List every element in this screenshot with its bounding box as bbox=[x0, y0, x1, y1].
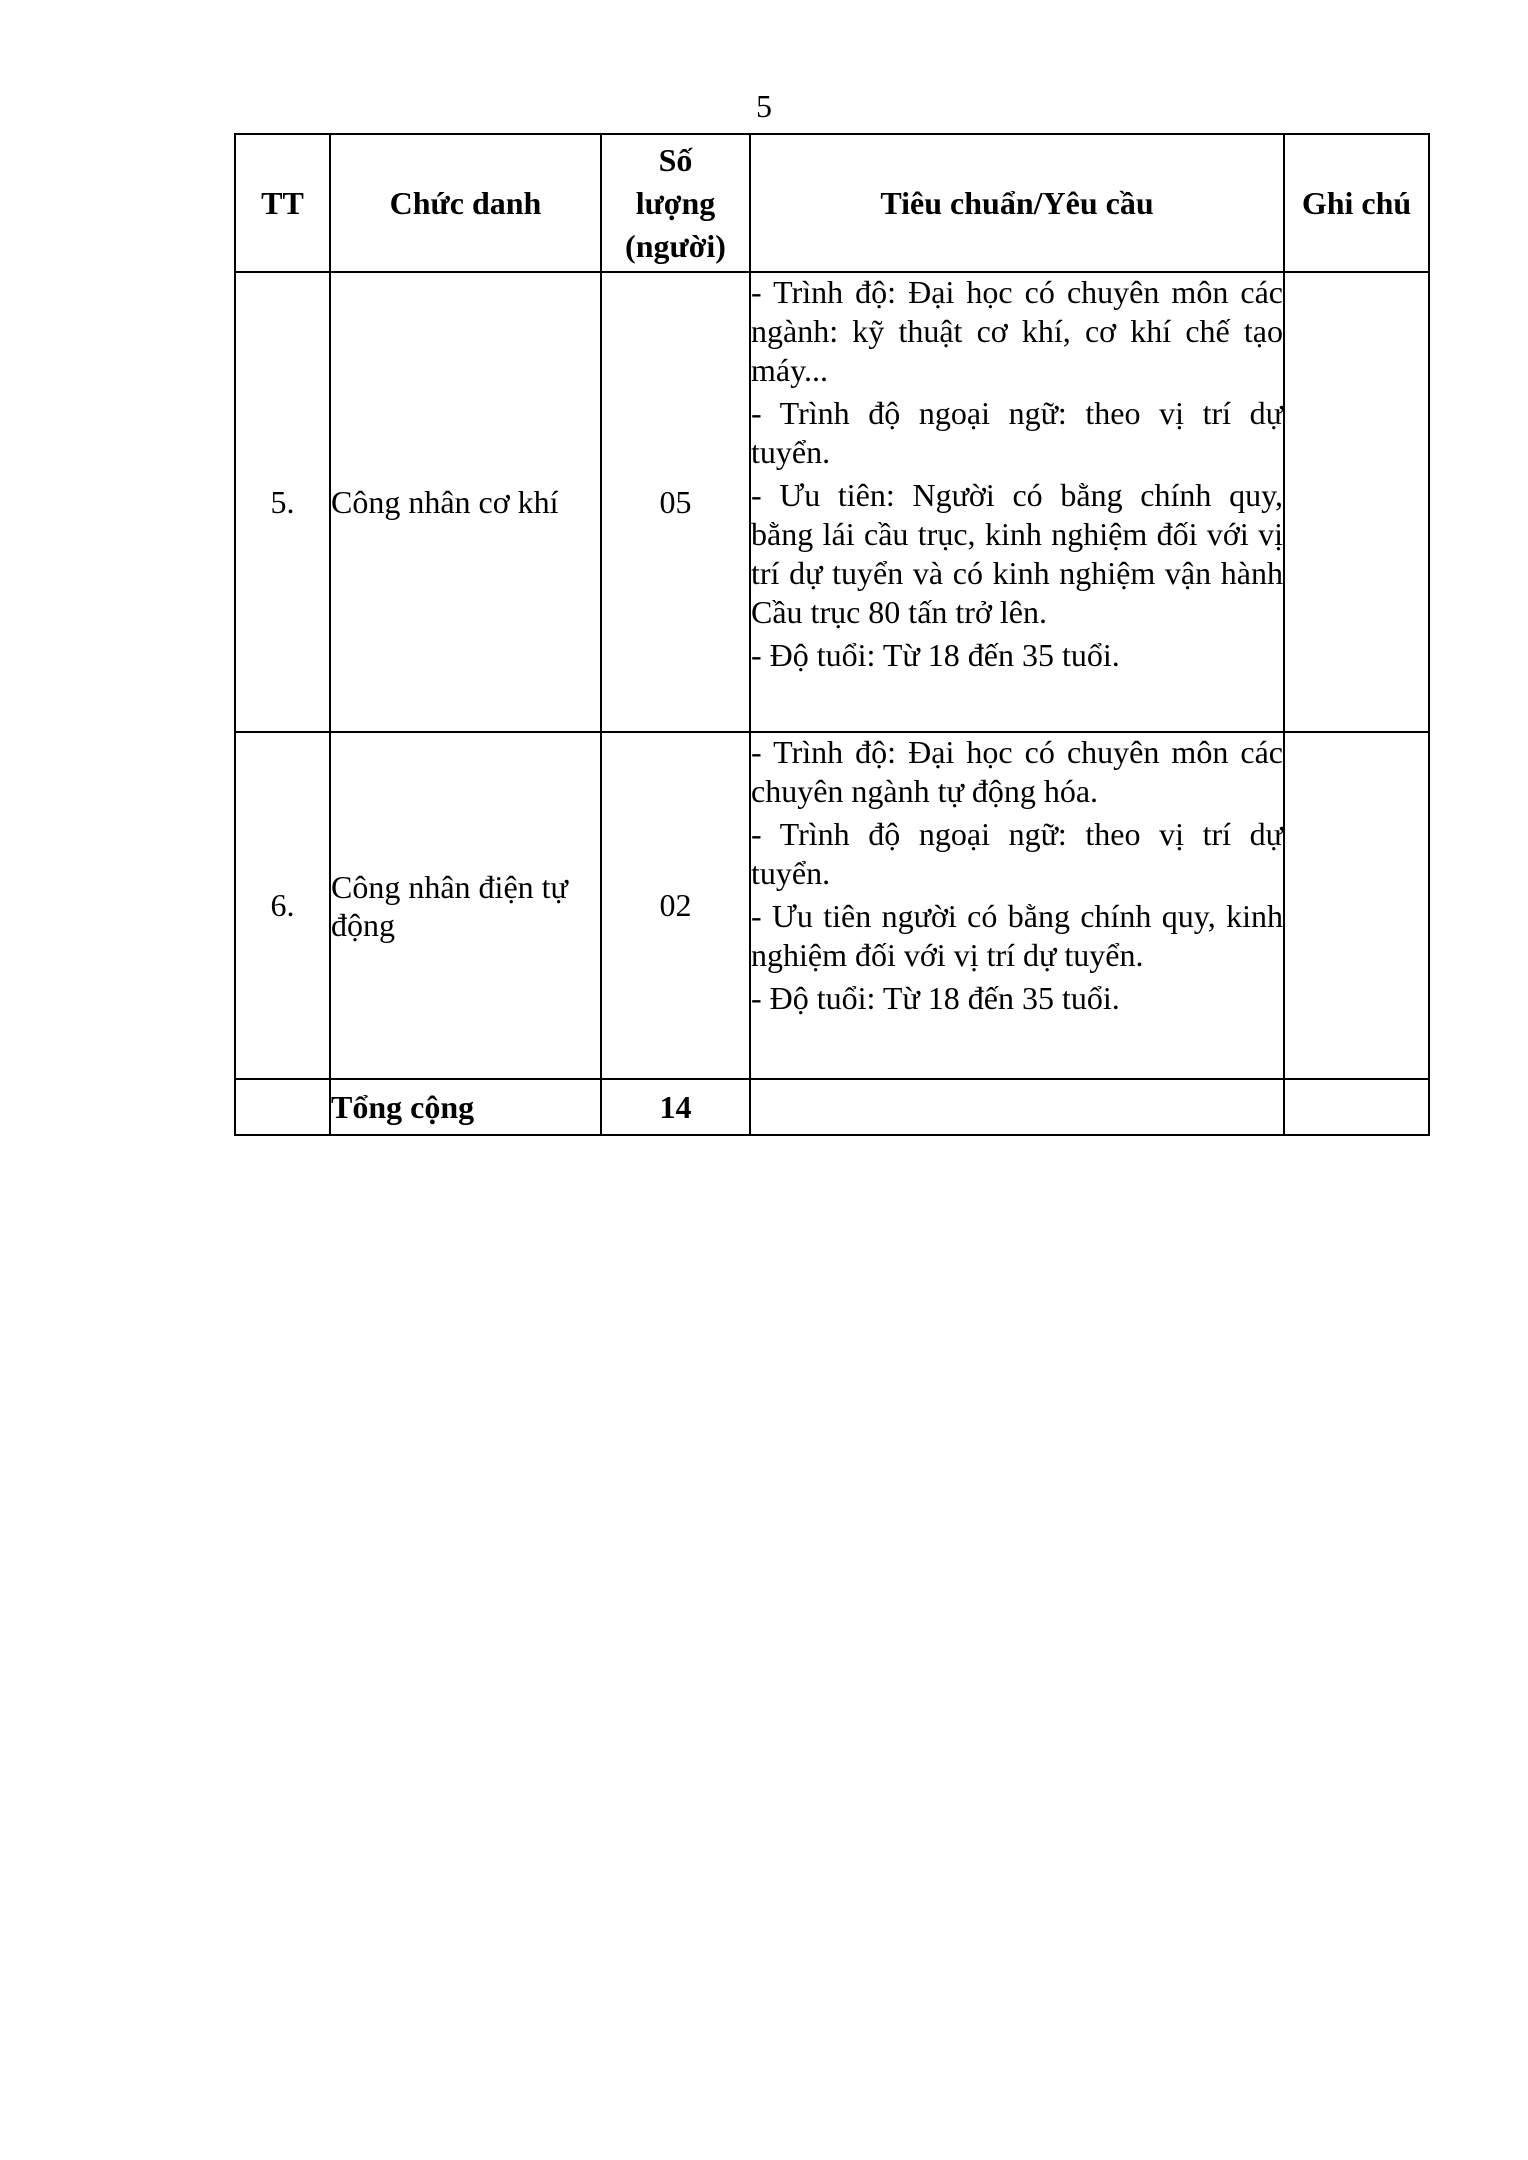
requirement-item: - Độ tuổi: Từ 18 đến 35 tuổi. bbox=[751, 980, 1120, 1016]
header-requirements: Tiêu chuẩn/Yêu cầu bbox=[750, 134, 1284, 272]
row-number: 5. bbox=[235, 272, 330, 732]
table-header-row bbox=[235, 134, 1429, 272]
total-quantity: 14 bbox=[601, 1079, 750, 1135]
job-requirements bbox=[750, 732, 1284, 1079]
page-number: 5 bbox=[756, 88, 772, 124]
total-requirements bbox=[750, 1079, 1284, 1135]
job-quantity: 02 bbox=[601, 732, 750, 1079]
header-tt: TT bbox=[235, 134, 330, 272]
requirement-item: - Trình độ ngoại ngữ: theo vị trí dự tuyển. bbox=[751, 395, 1283, 470]
table-row bbox=[235, 272, 1429, 732]
row-number: 6. bbox=[235, 732, 330, 1079]
job-title: Công nhân điện tự động bbox=[330, 732, 601, 1079]
requirement-item: - Trình độ: Đại học có chuyên môn các ngành: kỹ thuật cơ khí, cơ khí chế tạo máy... bbox=[751, 274, 1283, 388]
header-quantity-line1: Số bbox=[658, 141, 693, 178]
requirement-item: - Ưu tiên: Người có bằng chính quy, bằng lái cầu trục, kinh nghiệm đối với vị trí dự tuyển và có kinh nghiệm vận hành Cầu trục 80 tấn trở lên. bbox=[751, 477, 1283, 630]
header-quantity-line2: lượng bbox=[635, 184, 716, 221]
job-requirements bbox=[750, 272, 1284, 732]
total-label: Tổng cộng bbox=[330, 1079, 601, 1135]
header-title: Chức danh bbox=[330, 134, 601, 272]
job-note bbox=[1284, 732, 1429, 1079]
table-row bbox=[235, 732, 1429, 1079]
requirement-item: - Trình độ: Đại học có chuyên môn các chuyên ngành tự động hóa. bbox=[751, 734, 1283, 809]
job-note bbox=[1284, 272, 1429, 732]
header-quantity bbox=[601, 134, 750, 272]
requirement-item: - Trình độ ngoại ngữ: theo vị trí dự tuyển. bbox=[751, 816, 1283, 891]
job-quantity: 05 bbox=[601, 272, 750, 732]
header-note: Ghi chú bbox=[1284, 134, 1429, 272]
requirement-item: - Độ tuổi: Từ 18 đến 35 tuổi. bbox=[751, 637, 1120, 673]
requirement-item: - Ưu tiên người có bằng chính quy, kinh nghiệm đối với vị trí dự tuyển. bbox=[751, 898, 1283, 973]
job-title: Công nhân cơ khí bbox=[330, 272, 601, 732]
recruitment-table bbox=[234, 133, 1430, 1136]
total-note bbox=[1284, 1079, 1429, 1135]
header-quantity-line3: (người) bbox=[625, 227, 726, 264]
total-row-number bbox=[235, 1079, 330, 1135]
total-row bbox=[235, 1079, 1429, 1135]
